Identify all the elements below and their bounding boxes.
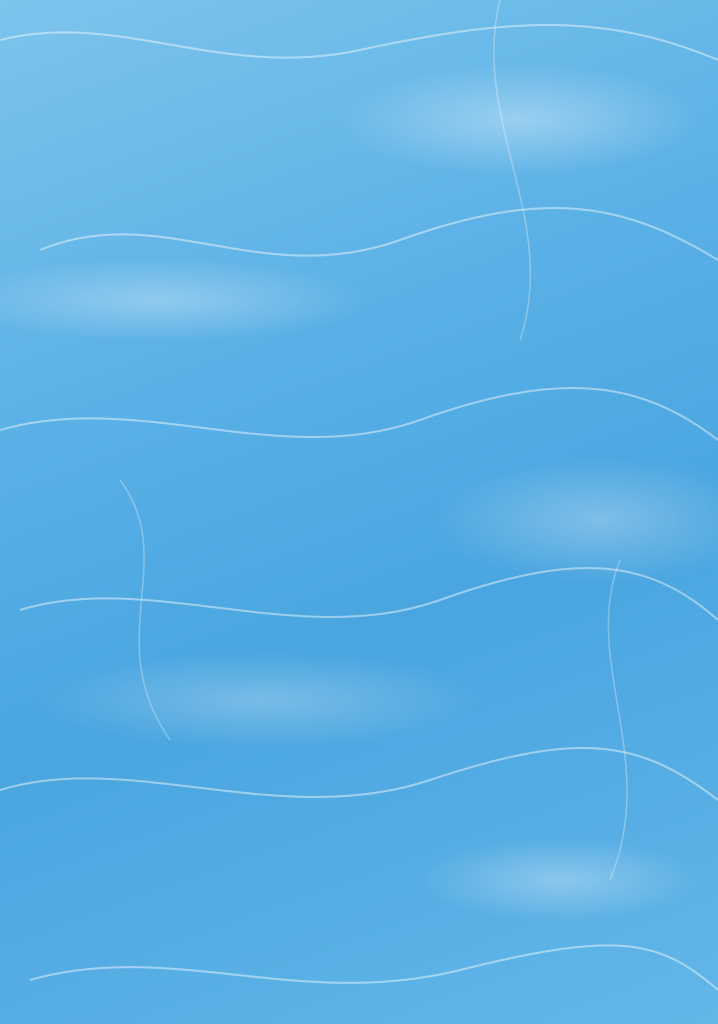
schedule xyxy=(62,58,702,89)
